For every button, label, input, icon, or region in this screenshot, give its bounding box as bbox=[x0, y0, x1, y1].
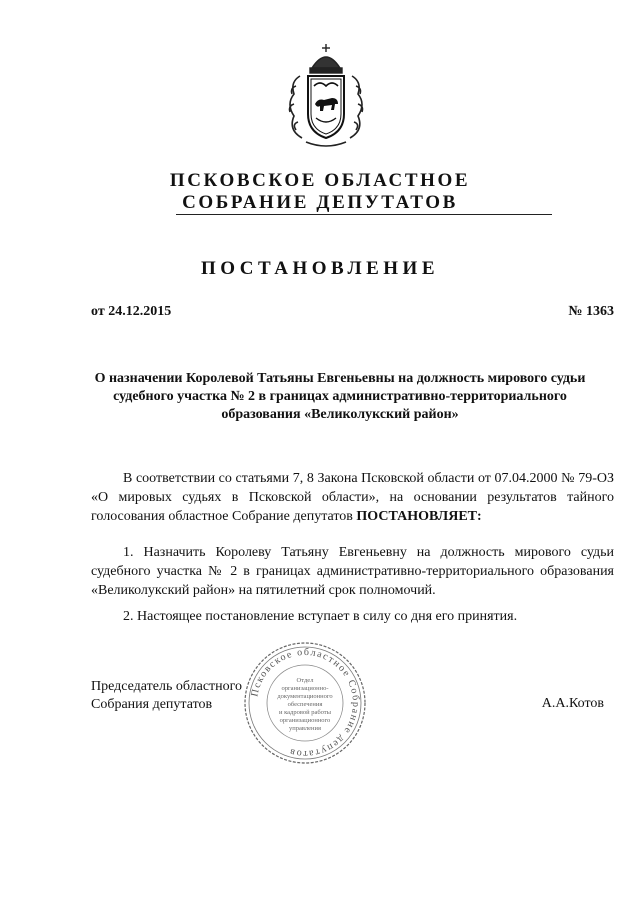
document-date: от 24.12.2015 bbox=[91, 304, 172, 319]
svg-text:и кадровой работы: и кадровой работы bbox=[278, 709, 332, 716]
svg-text:Псковское областное Собрание д: Псковское областное Собрание депутатов bbox=[249, 646, 362, 760]
org-name-line1: ПСКОВСКОЕ ОБЛАСТНОЕ bbox=[169, 170, 471, 191]
svg-text:документационного: документационного bbox=[277, 693, 333, 700]
decree-item-2: 2. Настоящее постановление вступает в силу со дня его принятия. bbox=[123, 609, 518, 624]
signatory-position-line1: Председатель областного bbox=[91, 679, 243, 694]
signatory-name: А.А.Котов bbox=[541, 696, 604, 711]
decree-keyword: ПОСТАНОВЛЯЕТ: bbox=[356, 509, 482, 524]
svg-text:управления: управления bbox=[289, 725, 321, 732]
svg-text:организационного: организационного bbox=[279, 717, 331, 724]
signatory-position-line2: Собрания депутатов bbox=[91, 697, 213, 712]
svg-text:обеспечения: обеспечения bbox=[287, 701, 323, 708]
org-name-line2: СОБРАНИЕ ДЕПУТАТОВ bbox=[182, 192, 458, 213]
header-divider bbox=[176, 214, 552, 215]
office-stamp-icon bbox=[240, 638, 370, 768]
preamble-paragraph bbox=[91, 469, 614, 526]
svg-text:организационно-: организационно- bbox=[281, 685, 329, 692]
coat-of-arms-icon bbox=[282, 42, 370, 152]
signatory-position bbox=[91, 678, 242, 714]
decree-item-1: 1. Назначить Королеву Татьяну Евгеньевну на должность мирового судьи судебного участка № 2 в границах административно-территориального образования «Великолукский район» на пятилетний срок полномочий. bbox=[91, 545, 614, 598]
document-number: № 1363 bbox=[568, 304, 614, 319]
preamble-text: В соответствии со статьями 7, 8 Закона Псковской области от 07.04.2000 № 79-ОЗ «О мировых судьях в Псковской области», на основании результатов тайного голосования областное Собрание депутатов bbox=[91, 471, 614, 524]
svg-text:Отдел: Отдел bbox=[296, 677, 314, 684]
document-subject: О назначении Королевой Татьяны Евгеньевны на должность мирового судьи судебного участка № 2 в границах административно-территориального образования «Великолукский район» bbox=[94, 371, 586, 422]
document-type: ПОСТАНОВЛЕНИЕ bbox=[200, 258, 440, 279]
